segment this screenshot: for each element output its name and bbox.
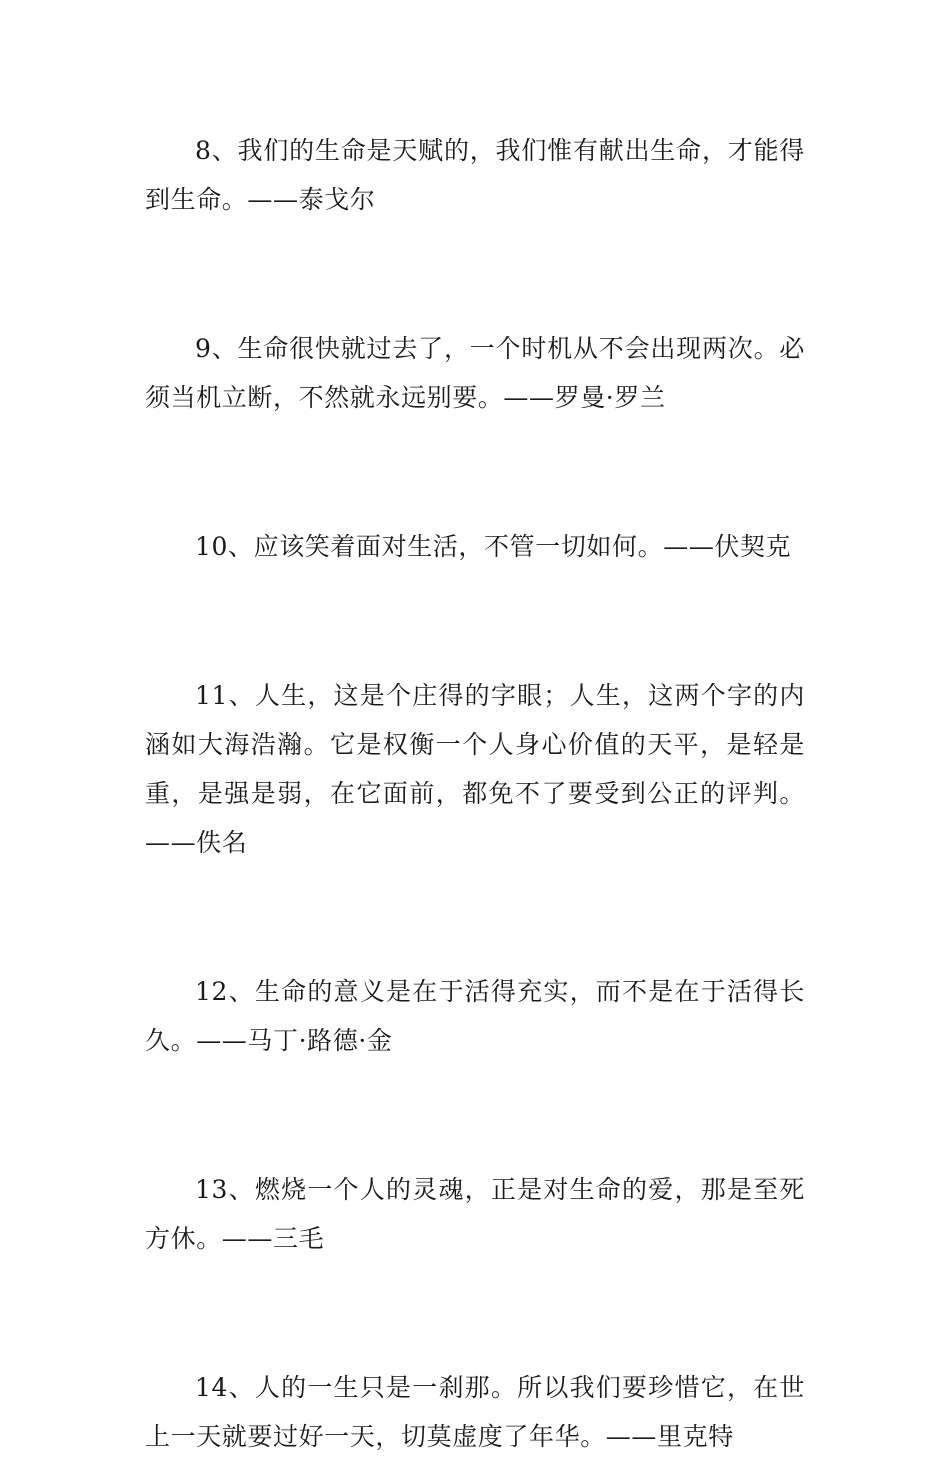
quote-item-11: 11、人生，这是个庄得的字眼；人生，这两个字的内涵如大海浩瀚。它是权衡一个人身心价值的天平，是轻是重，是强是弱，在它面前，都免不了要受到公正的评判。——佚名: [145, 681, 805, 857]
quote-item-14: 14、人的一生只是一刹那。所以我们要珍惜它，在世上一天就要过好一天，切莫虚度了年华。——里克特: [145, 1373, 805, 1451]
quote-item-9: 9、生命很快就过去了，一个时机从不会出现两次。必须当机立断，不然就永远别要。——罗曼·罗兰: [145, 334, 805, 412]
quote-item-13: 13、燃烧一个人的灵魂，正是对生命的爱，那是至死方休。——三毛: [145, 1175, 805, 1253]
quote-item-12: 12、生命的意义是在于活得充实，而不是在于活得长久。——马丁·路德·金: [145, 977, 805, 1055]
quote-list: [145, 126, 805, 1461]
quote-item-8: 8、我们的生命是天赋的，我们惟有献出生命，才能得到生命。——泰戈尔: [145, 136, 805, 214]
quote-item-10: 10、应该笑着面对生活，不管一切如何。——伏契克: [195, 532, 792, 561]
